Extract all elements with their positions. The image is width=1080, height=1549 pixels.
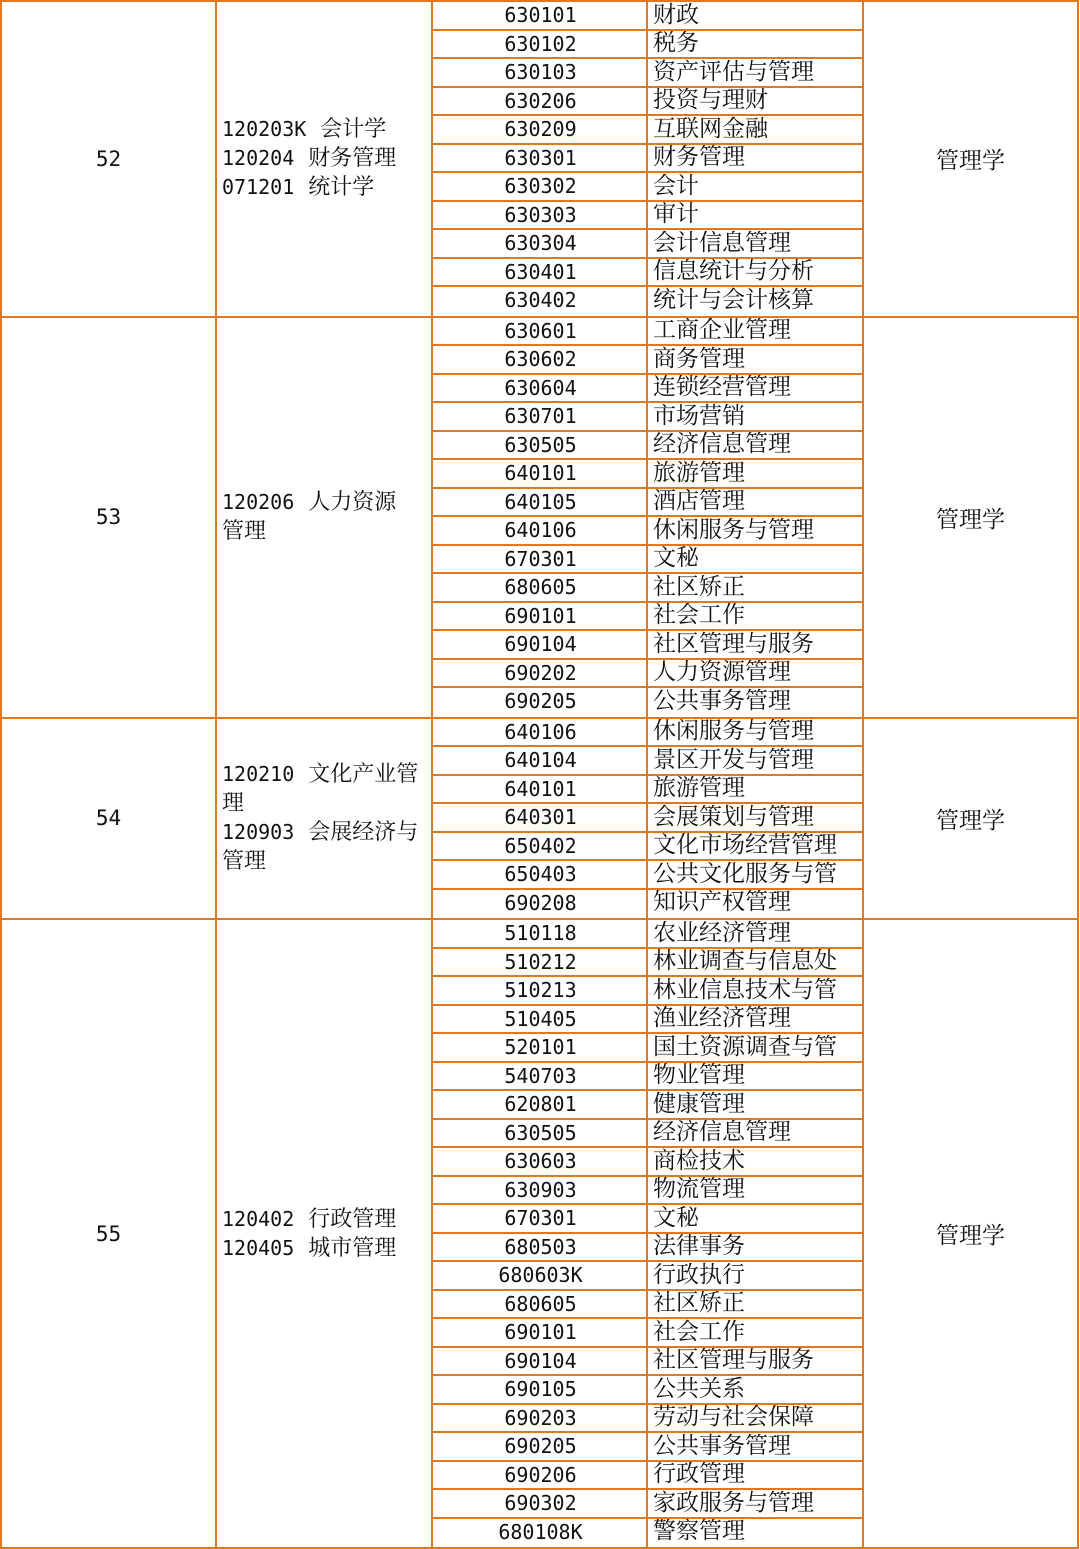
subject-code: 690205	[504, 1434, 577, 1459]
subject-code: 630604	[504, 375, 577, 400]
subject-name: 审计	[653, 201, 699, 228]
grid-line	[862, 0, 864, 1549]
subject-name: 国土资源调查与管	[653, 1033, 837, 1060]
major-name: 行政管理	[308, 1206, 397, 1232]
subject-name: 互联网金融	[653, 115, 768, 142]
subject-code: 680503	[504, 1234, 577, 1259]
subject-code: 690302	[504, 1491, 577, 1516]
subject-code: 630401	[504, 259, 577, 284]
grid-line	[1, 918, 1078, 920]
subject-name: 会展策划与管理	[653, 803, 814, 830]
subject-name: 行政执行	[653, 1261, 745, 1288]
subject-code: 540703	[504, 1063, 577, 1088]
subject-name: 财务管理	[653, 144, 745, 171]
subject-name: 公共事务管理	[653, 687, 791, 714]
subject-name: 统计与会计核算	[653, 286, 814, 313]
subject-name: 信息统计与分析	[653, 258, 814, 285]
spacer	[294, 820, 308, 845]
grid-line	[0, 0, 2, 1549]
subject-code: 510405	[504, 1006, 577, 1031]
subject-name: 社区管理与服务	[653, 1347, 814, 1374]
subject-name: 劳动与社会保障	[653, 1404, 814, 1431]
major-entry	[222, 173, 374, 202]
subject-code: 690104	[504, 1348, 577, 1373]
subject-code: 640106	[504, 719, 577, 744]
row-number: 54	[95, 806, 122, 831]
major-code: 120405	[222, 1235, 295, 1260]
spacer	[294, 175, 308, 200]
subject-code: 520101	[504, 1035, 577, 1060]
major-code: 071201	[222, 175, 295, 200]
subject-code: 630601	[504, 318, 577, 343]
discipline-category: 管理学	[936, 148, 1005, 175]
subject-code: 690202	[504, 660, 577, 685]
subject-code: 630209	[504, 117, 577, 142]
subject-name: 健康管理	[653, 1090, 745, 1117]
subject-name: 林业信息技术与管	[653, 976, 837, 1003]
subject-name: 资产评估与管理	[653, 58, 814, 85]
major-name: 理	[222, 791, 245, 817]
discipline-category: 管理学	[936, 506, 1005, 533]
major-code: 120210	[222, 762, 295, 787]
subject-name: 景区开发与管理	[653, 746, 814, 773]
major-entry	[222, 517, 266, 546]
grid-line	[1, 316, 1078, 318]
subject-code: 640104	[504, 748, 577, 773]
spacer	[294, 1236, 308, 1261]
subject-code: 690203	[504, 1405, 577, 1430]
subject-code: 630303	[504, 202, 577, 227]
major-entry	[222, 818, 418, 847]
subject-code: 640101	[504, 461, 577, 486]
subject-name: 会计信息管理	[653, 229, 791, 256]
major-name: 会计学	[320, 117, 387, 143]
subject-code: 630101	[504, 3, 577, 28]
row-number: 52	[95, 146, 122, 171]
major-code: 120204	[222, 146, 295, 171]
major-entry	[222, 144, 396, 173]
major-name: 管理	[222, 519, 267, 544]
subject-code: 690205	[504, 689, 577, 714]
subject-name: 农业经济管理	[653, 919, 791, 946]
subject-name: 商务管理	[653, 345, 745, 372]
spacer	[294, 762, 308, 787]
subject-code: 690101	[504, 1320, 577, 1345]
subject-name: 社区矫正	[653, 573, 745, 600]
subject-name: 法律事务	[653, 1233, 745, 1260]
subject-code: 650403	[504, 862, 577, 887]
subject-code: 640101	[504, 776, 577, 801]
subject-code: 630402	[504, 288, 577, 313]
major-name: 管理	[222, 849, 267, 875]
major-code: 120203K	[222, 117, 307, 142]
subject-code: 670301	[504, 1206, 577, 1231]
subject-name: 休闲服务与管理	[653, 718, 814, 745]
subject-code: 630304	[504, 231, 577, 256]
subject-name: 物业管理	[653, 1062, 745, 1089]
subject-code: 680605	[504, 1291, 577, 1316]
subject-code: 640105	[504, 489, 577, 514]
subject-code: 620801	[504, 1092, 577, 1117]
major-name: 财务管理	[308, 146, 397, 172]
undergrad-majors	[218, 919, 432, 1548]
discipline-category: 管理学	[936, 1223, 1005, 1249]
subject-name: 投资与理财	[653, 87, 768, 114]
grid-line	[1077, 0, 1079, 1549]
subject-name: 旅游管理	[653, 775, 745, 802]
subject-code: 630301	[504, 145, 577, 170]
subject-name: 社区矫正	[653, 1290, 745, 1317]
major-entry	[222, 760, 418, 789]
subject-name: 物流管理	[653, 1176, 745, 1203]
major-entry	[222, 847, 266, 876]
subject-code: 690104	[504, 632, 577, 657]
subject-name: 行政管理	[653, 1461, 745, 1488]
subject-name: 社区管理与服务	[653, 630, 814, 657]
subject-code: 630505	[504, 1120, 577, 1145]
major-name: 文化产业管	[308, 762, 419, 788]
subject-code: 690105	[504, 1377, 577, 1402]
subject-name: 公共文化服务与管	[653, 860, 837, 887]
subject-name: 林业调查与信息处	[653, 948, 837, 975]
subject-name: 经济信息管理	[653, 431, 791, 458]
spacer	[294, 146, 308, 171]
subject-name: 市场营销	[653, 402, 745, 429]
subject-name: 渔业经济管理	[653, 1005, 791, 1032]
subject-code: 690101	[504, 603, 577, 628]
undergrad-majors	[218, 1, 432, 317]
subject-name: 公共关系	[653, 1375, 745, 1402]
subject-name: 财政	[653, 1, 699, 28]
subject-name: 文化市场经营管理	[653, 832, 837, 859]
subject-code: 510212	[504, 949, 577, 974]
subject-code: 630701	[504, 404, 577, 429]
subject-code: 690208	[504, 890, 577, 915]
subject-code: 690206	[504, 1462, 577, 1487]
subject-code: 680108K	[498, 1519, 583, 1544]
subject-name: 人力资源管理	[653, 659, 791, 686]
undergrad-majors	[218, 718, 432, 920]
subject-code: 510118	[504, 921, 577, 946]
row-number: 55	[95, 1221, 122, 1246]
subject-code: 640301	[504, 805, 577, 830]
subject-name: 税务	[653, 30, 699, 57]
subject-name: 商检技术	[653, 1147, 745, 1174]
subject-name: 酒店管理	[653, 488, 745, 515]
subject-code: 640106	[504, 518, 577, 543]
grid-line	[646, 0, 648, 1549]
subject-name: 文秘	[653, 1204, 699, 1231]
spacer	[294, 1207, 308, 1232]
subject-name: 公共事务管理	[653, 1432, 791, 1459]
subject-code: 630103	[504, 60, 577, 85]
major-entry	[222, 789, 244, 818]
major-name: 城市管理	[308, 1235, 397, 1261]
major-code: 120402	[222, 1206, 295, 1231]
row-number: 53	[95, 505, 122, 529]
major-code: 120903	[222, 820, 295, 845]
undergrad-majors	[218, 317, 432, 718]
major-entry	[222, 488, 396, 517]
spacer	[306, 117, 320, 142]
major-name: 会展经济与	[308, 820, 419, 846]
subject-name: 警察管理	[653, 1518, 745, 1545]
major-name: 统计学	[308, 175, 375, 201]
grid-line	[1, 0, 1078, 2]
subject-name: 家政服务与管理	[653, 1489, 814, 1516]
subject-code: 670301	[504, 546, 577, 571]
subject-code: 630102	[504, 31, 577, 56]
subject-code: 630302	[504, 174, 577, 199]
major-entry	[222, 115, 386, 144]
major-code: 120206	[222, 490, 295, 514]
subject-name: 文秘	[653, 545, 699, 572]
subject-code: 630505	[504, 432, 577, 457]
grid-line	[215, 0, 217, 1549]
major-name: 人力资源	[308, 490, 397, 515]
discipline-category: 管理学	[936, 807, 1005, 834]
subject-code: 630602	[504, 347, 577, 372]
subject-code: 630603	[504, 1149, 577, 1174]
subject-name: 知识产权管理	[653, 889, 791, 916]
subject-code: 680605	[504, 575, 577, 600]
grid-line	[1, 717, 1078, 719]
subject-name: 工商企业管理	[653, 317, 791, 344]
subject-name: 连锁经营管理	[653, 374, 791, 401]
subject-name: 社会工作	[653, 602, 745, 629]
major-entry	[222, 1234, 396, 1263]
subject-code: 650402	[504, 833, 577, 858]
spacer	[294, 490, 308, 515]
subject-code: 510213	[504, 978, 577, 1003]
subject-code: 630903	[504, 1177, 577, 1202]
subject-name: 旅游管理	[653, 459, 745, 486]
subject-name: 会计	[653, 172, 699, 199]
subject-name: 休闲服务与管理	[653, 516, 814, 543]
subject-code: 630206	[504, 88, 577, 113]
subject-name: 经济信息管理	[653, 1119, 791, 1146]
subject-name: 社会工作	[653, 1318, 745, 1345]
subject-code: 680603K	[498, 1263, 583, 1288]
grid-line	[431, 0, 433, 1549]
major-entry	[222, 1205, 396, 1234]
